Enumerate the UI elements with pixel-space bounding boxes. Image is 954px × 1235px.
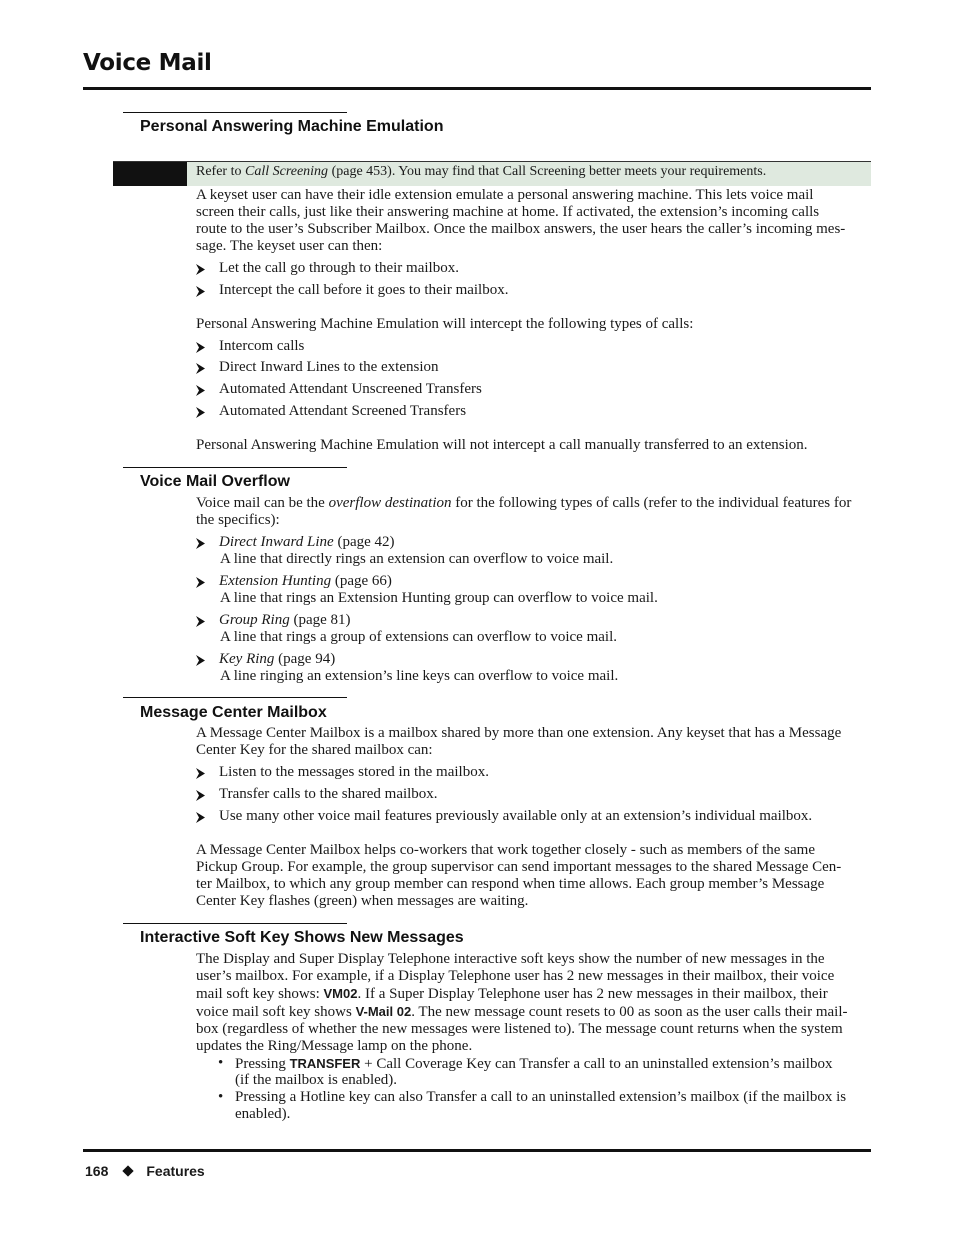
footer-rule — [83, 1149, 871, 1152]
bullet-dot-icon: • — [218, 1089, 224, 1105]
arrow-bullet-icon — [196, 385, 205, 396]
pame-intro: A keyset user can have their idle extension emulate a personal answering machine. This lets voice mail screen their calls, just like their answering machine at home. If activated, the extension’s incoming calls route to the user’s Subscriber Mailbox. Once the mailbox answers, the user hears the caller’s incoming mes- sage. The keyset user can then: — [196, 187, 846, 254]
transfer-key-label: TRANSFER — [289, 1056, 361, 1071]
arrow-bullet-icon — [196, 538, 205, 549]
arrow-bullet-icon — [196, 812, 205, 823]
call-screening-link[interactable]: Call Screening — [244, 164, 329, 179]
arrow-bullet-icon — [196, 790, 205, 801]
section-rule — [123, 697, 347, 698]
pame-closing: Personal Answering Machine Emulation will not intercept a call manually transferred to an extension. — [196, 437, 808, 453]
arrow-bullet-icon — [196, 342, 205, 353]
feature-link[interactable]: Group Ring — [219, 612, 290, 628]
section-heading-mcm: Message Center Mailbox — [140, 704, 327, 721]
mcm-intro: A Message Center Mailbox is a mailbox shared by more than one extension. Any keyset that has a Message Center Key for the shared mailbox can: — [196, 725, 842, 758]
note-text: Refer to Call Screening (page 453). You may find that Call Screening better meets your requirements. — [196, 164, 767, 179]
arrow-bullet-icon — [196, 264, 205, 275]
note-bar — [113, 161, 871, 186]
section-rule — [123, 112, 347, 113]
page-title: Voice Mail — [83, 50, 212, 76]
feature-link[interactable]: Extension Hunting — [219, 573, 332, 589]
arrow-bullet-icon — [196, 768, 205, 779]
section-heading-overflow: Voice Mail Overflow — [140, 473, 290, 490]
title-rule — [83, 87, 871, 90]
feature-link[interactable]: Direct Inward Line — [219, 534, 334, 550]
page-number: 168 — [85, 1163, 109, 1179]
arrow-bullet-icon — [196, 577, 205, 588]
arrow-bullet-icon — [196, 407, 205, 418]
section-heading-softkey: Interactive Soft Key Shows New Messages — [140, 929, 464, 946]
arrow-bullet-icon — [196, 286, 205, 297]
section-rule — [123, 923, 347, 924]
softkey-body: The Display and Super Display Telephone interactive soft keys show the number of new messages in the user’s mailbox. For example, if a Display Telephone user has 2 new messages in their mailbox, their voice mail soft key shows: VM02. If a Super Display Telephone user has 2 new messages in their mailbox, their voice mail soft key shows V-Mail 02. The new message count resets to 00 as soon as the user calls their mail- box (regardless of whether the new messages were listened to). The message count returns when the system updates the Ring/Message lamp on the phone. — [196, 951, 848, 1054]
section-rule — [123, 467, 347, 468]
diamond-icon — [123, 1165, 134, 1176]
section-heading-pame: Personal Answering Machine Emulation — [140, 118, 444, 135]
arrow-bullet-icon — [196, 363, 205, 374]
feature-link[interactable]: Key Ring — [219, 651, 275, 667]
vmail02-softkey-label: V-Mail 02 — [355, 1004, 412, 1019]
vm02-softkey-label: VM02 — [323, 986, 358, 1001]
pame-intercept-intro: Personal Answering Machine Emulation will intercept the following types of calls: — [196, 316, 694, 332]
overflow-intro: Voice mail can be the overflow destination for the following types of calls (refer to the individual features for the specifics): — [196, 495, 852, 528]
arrow-bullet-icon — [196, 616, 205, 627]
note-tab — [113, 162, 187, 186]
bullet-dot-icon: • — [218, 1055, 224, 1071]
footer-section: Features — [146, 1163, 205, 1179]
arrow-bullet-icon — [196, 655, 205, 666]
footer — [85, 1163, 205, 1179]
mcm-body: A Message Center Mailbox helps co-workers that work together closely - such as members of the same Pickup Group. For example, the group supervisor can send important messages to the shared Message Cen- ter Mailbox, to which any group member can respond when time allows. Each group member’s Message Center Key flashes (green) when messages are waiting. — [196, 842, 842, 909]
